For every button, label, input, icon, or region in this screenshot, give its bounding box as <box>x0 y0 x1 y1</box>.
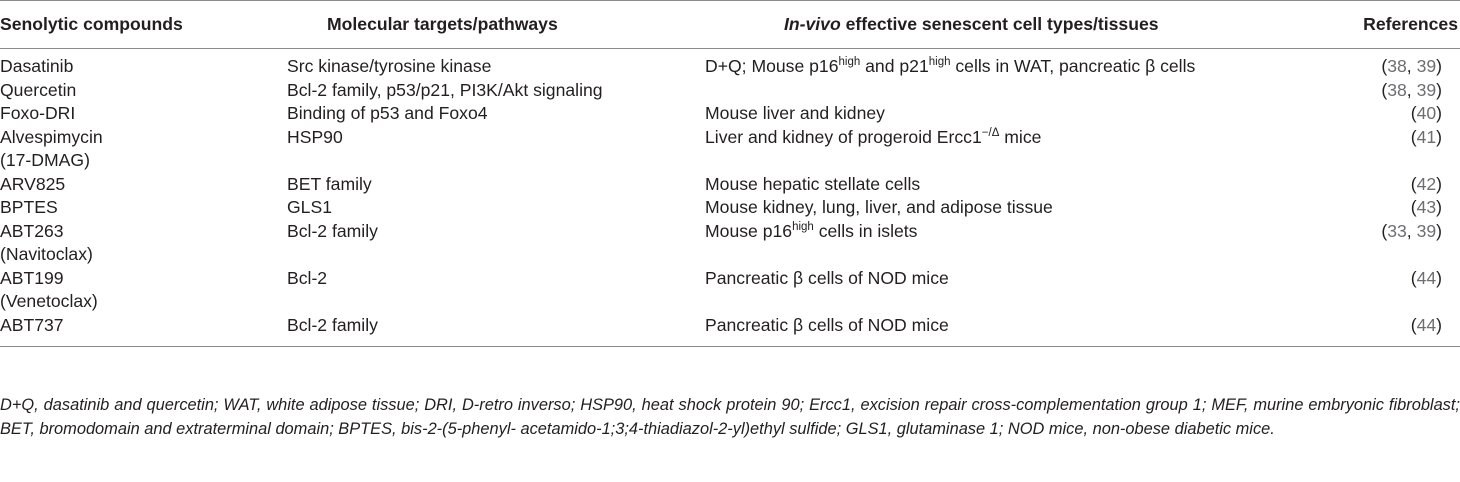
compound-cell <box>0 220 283 267</box>
compound-name: (Venetoclax) <box>0 291 98 311</box>
compound-name: ABT263 <box>0 220 64 241</box>
header-targets: Molecular targets/pathways <box>283 1 701 49</box>
tissue-cell <box>701 126 1323 173</box>
header-compounds: Senolytic compounds <box>0 1 283 49</box>
table-row <box>0 49 1460 79</box>
target-cell: Bcl-2 family <box>287 220 378 241</box>
reference-link[interactable]: 43 <box>1416 197 1437 217</box>
compound-name: ABT737 <box>0 314 64 335</box>
tissue-cell <box>701 220 1323 267</box>
superscript: high <box>928 56 951 68</box>
references-cell: (41) <box>1410 126 1442 147</box>
reference-link[interactable]: 41 <box>1416 126 1437 147</box>
header-invivo-italic: In-vivo <box>784 13 841 34</box>
tissue-cell <box>701 49 1323 79</box>
target-cell: GLS1 <box>287 197 332 217</box>
target-cell: Src kinase/tyrosine kinase <box>287 56 492 76</box>
header-references: References <box>1323 1 1460 49</box>
tissue-text: cells in islets <box>813 220 918 241</box>
table-row <box>0 102 1460 126</box>
tissue-text: Mouse kidney, lung, liver, and adipose tissue <box>705 197 1053 217</box>
reference-link[interactable]: 39 <box>1416 79 1437 100</box>
references-cell: (38, 39) <box>1381 56 1442 76</box>
header-invivo-rest: effective senescent cell types/tissues <box>840 13 1159 34</box>
references-cell: (38, 39) <box>1381 79 1442 100</box>
references-cell: (43) <box>1410 197 1442 217</box>
compound-name: Alvespimycin <box>0 126 103 147</box>
compound-name: Dasatinib <box>0 56 74 76</box>
table-row <box>0 79 1460 103</box>
references-cell: (44) <box>1410 267 1442 288</box>
tissue-text: cells in WAT, pancreatic β cells <box>950 56 1196 76</box>
references-cell: (44) <box>1323 314 1460 347</box>
tissue-cell <box>701 314 1323 347</box>
header-row <box>0 1 1460 49</box>
reference-link[interactable]: 40 <box>1416 103 1437 123</box>
tissue-text: D+Q; Mouse p16 <box>705 56 839 76</box>
compound-name: ABT199 <box>0 267 64 288</box>
compound-cell <box>0 79 283 103</box>
compound-name: BPTES <box>0 197 58 217</box>
references-cell: (33, 39) <box>1381 220 1442 241</box>
tissue-cell <box>701 267 1323 314</box>
target-cell: Bcl-2 family, p53/p21, PI3K/Akt signaling <box>287 79 603 100</box>
target-cell: Binding of p53 and Foxo4 <box>287 103 488 123</box>
reference-link[interactable]: 44 <box>1416 267 1437 288</box>
reference-link[interactable]: 38 <box>1387 79 1407 100</box>
table-row <box>0 173 1460 197</box>
compound-cell <box>0 102 283 126</box>
tissue-cell <box>701 196 1323 220</box>
table-row <box>0 220 1460 267</box>
reference-link[interactable]: 42 <box>1416 173 1437 194</box>
reference-link[interactable]: 38 <box>1387 56 1407 76</box>
tissue-cell <box>701 173 1323 197</box>
tissue-text: Mouse hepatic stellate cells <box>705 173 921 194</box>
compound-cell <box>0 173 283 197</box>
compound-cell <box>0 267 283 314</box>
tissue-text: mice <box>999 126 1042 147</box>
target-cell: HSP90 <box>287 126 343 147</box>
reference-link[interactable]: 44 <box>1416 314 1437 335</box>
compound-cell <box>0 196 283 220</box>
reference-link[interactable]: 39 <box>1416 220 1437 241</box>
table-footnote: D+Q, dasatinib and quercetin; WAT, white adipose tissue; DRI, D-retro inverso; HSP90, heat shock protein 90; Ercc1, excision repair cross-complementation group 1; MEF, murine embryonic fibroblast; BET, bromodomain and extraterminal domain; BPTES, bis-2-(5-phenyl- acetamido-1;3;4-thiadiazol-2-yl)ethyl sulfide; GLS1, glutaminase 1; NOD mice, non-obese diabetic mice. <box>0 396 1460 438</box>
compound-name: (17-DMAG) <box>0 150 90 170</box>
superscript: high <box>792 220 814 233</box>
compound-cell <box>0 49 283 79</box>
superscript: high <box>838 56 861 68</box>
target-cell: Bcl-2 family <box>283 314 701 347</box>
compound-name: Quercetin <box>0 79 77 100</box>
tissue-text: Pancreatic β cells of NOD mice <box>705 267 949 288</box>
references-cell: (42) <box>1410 173 1442 194</box>
target-cell: Bcl-2 <box>287 267 328 288</box>
superscript: −/Δ <box>981 126 1000 139</box>
compound-name: (Navitoclax) <box>0 244 93 264</box>
tissue-text: Pancreatic β cells of NOD mice <box>705 314 949 335</box>
table-row <box>0 196 1460 220</box>
tissue-cell <box>701 102 1323 126</box>
compound-cell <box>0 314 283 347</box>
reference-link[interactable]: 33 <box>1387 220 1407 241</box>
target-cell: BET family <box>287 173 372 194</box>
tissue-text: Mouse liver and kidney <box>705 103 885 123</box>
table-row <box>0 314 1460 347</box>
tissue-text: and p21 <box>860 56 929 76</box>
tissue-text: Mouse p16 <box>705 220 793 241</box>
reference-link[interactable]: 39 <box>1416 56 1437 76</box>
tissue-cell <box>701 79 1323 103</box>
header-invivo <box>701 1 1323 49</box>
compound-name: Foxo-DRI <box>0 103 76 123</box>
tissue-text: Liver and kidney of progeroid Ercc1 <box>705 126 982 147</box>
compound-cell <box>0 126 283 173</box>
compound-name: ARV825 <box>0 173 66 194</box>
references-cell: (40) <box>1410 103 1442 123</box>
table-row <box>0 267 1460 314</box>
table-row <box>0 126 1460 173</box>
